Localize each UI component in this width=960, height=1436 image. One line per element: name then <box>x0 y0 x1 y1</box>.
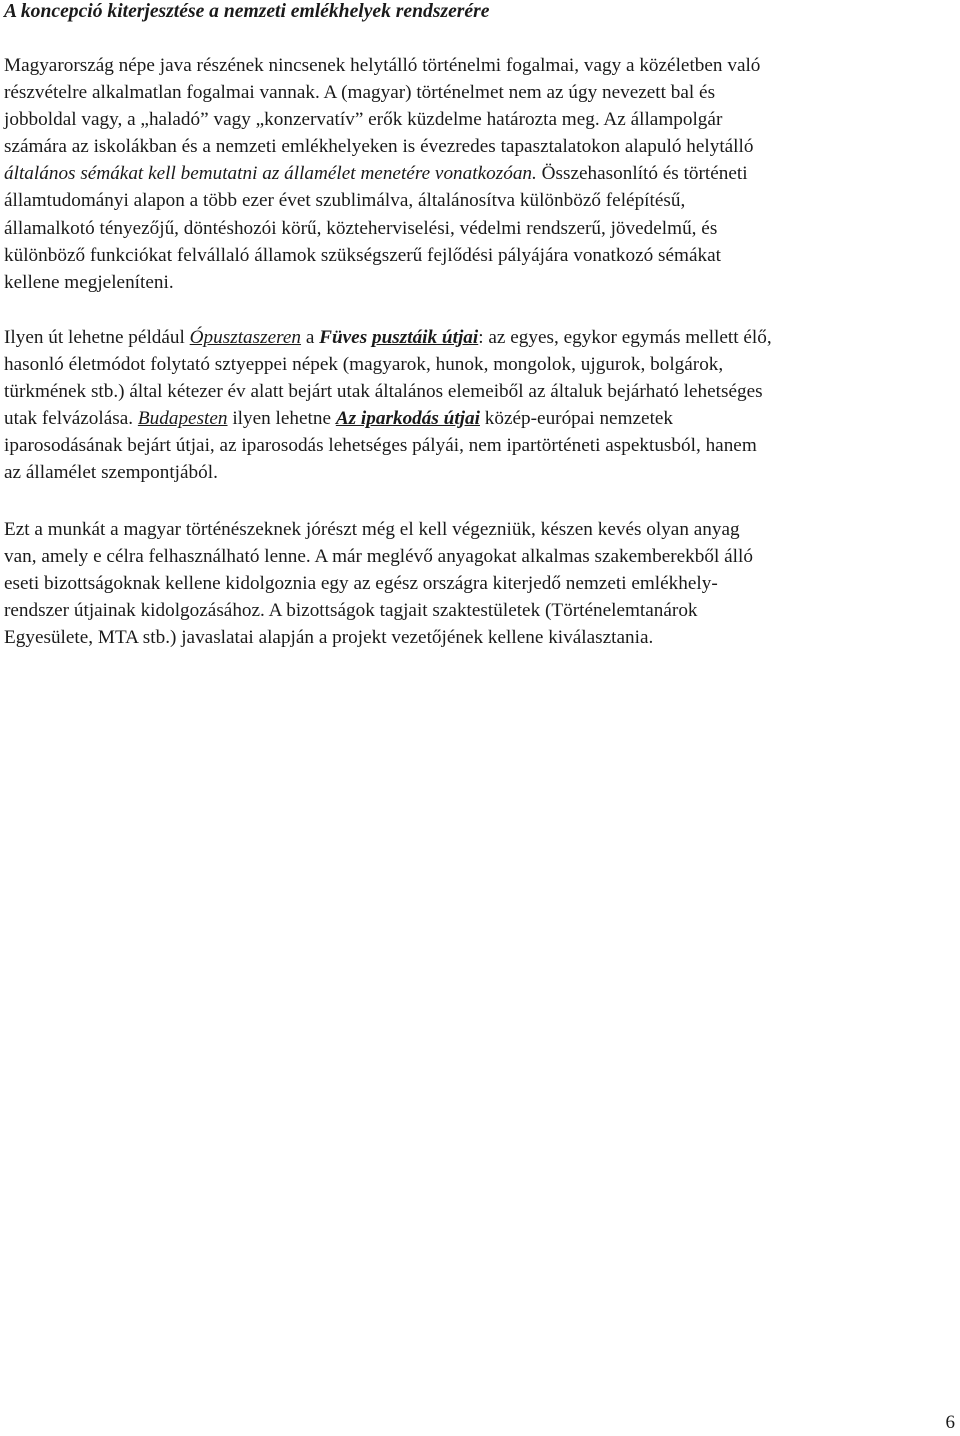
paragraph-2-line-2: hasonló életmódot folytató sztyeppei népek (magyarok, hunok, mongolok, ujgurok, bolgárok, <box>4 354 724 376</box>
document-page <box>4 0 952 649</box>
paragraph-1-line-8: különböző funkciókat felvállaló államok szükségszerű fejlődési pályájára vonatkozó sémákat <box>4 244 721 266</box>
route-title-part-2: pusztáik útjai <box>372 327 479 348</box>
paragraph-3-line-2: van, amely e célra felhasználható lenne. A már meglévő anyagokat alkalmas szakemberekből álló <box>4 546 753 568</box>
paragraph-1-line-6: államtudományi alapon a több ezer évet szublimálva, általánosítva különböző felépítésű, <box>4 190 686 212</box>
paragraph-1-line-9: kellene megjeleníteni. <box>4 271 174 293</box>
paragraph-2-line-3: türkmének stb.) által kétezer év alatt bejárt utak általános elemeiből az általuk bejárható lehetséges <box>4 381 763 403</box>
emphasized-sentence: általános sémákat kell bemutatni az államélet menetére vonatkozóan. <box>4 163 537 185</box>
place-name-opusztaszer: Ópusztaszeren <box>189 327 302 348</box>
section-heading: A koncepció kiterjesztése a nemzeti emlékhelyek rendszerére <box>4 1 490 22</box>
paragraph-2-line-4-start: utak felvázolása. <box>4 408 138 430</box>
paragraph-2 <box>4 324 954 487</box>
paragraph-1 <box>4 52 954 296</box>
paragraph-2-line-4-end: közép-európai nemzetek <box>479 408 674 430</box>
paragraph-1-line-5-rest: Összehasonlító és történeti <box>536 163 748 185</box>
paragraph-3-line-5: Egyesülete, MTA stb.) javaslatai alapján a projekt vezetőjének kellene kiválasztania. <box>4 627 654 649</box>
paragraph-3 <box>4 516 954 651</box>
paragraph-3-line-4: rendszer útjainak kidolgozásához. A bizottságok tagjait szaktestületek (Történelemtanárok <box>4 600 698 622</box>
place-name-budapest: Budapesten <box>137 408 228 430</box>
paragraph-2-line-4-mid: ilyen lehetne <box>227 408 336 430</box>
paragraph-2-line-4 <box>4 405 954 432</box>
route-title-industry: Az iparkodás útjai <box>335 408 480 430</box>
paragraph-3-line-1: Ezt a munkát a magyar történészeknek jórészt még el kell végezniük, készen kevés olyan anyag <box>4 519 740 540</box>
paragraph-1-line-3: jobboldal vagy, a „haladó” vagy „konzervatív” erők küzdelme határozta meg. Az állampolgár <box>4 109 723 131</box>
paragraph-1-line-4: számára az iskolákban és a nemzeti emlékhelyeken is évezredes tapasztalatokon alapuló helytálló <box>4 136 754 158</box>
route-title-part-1: Füves <box>319 327 372 348</box>
paragraph-1-line-2: részvételre alkalmatlan fogalmai vannak. A (magyar) történelmet nem az úgy nevezett bal és <box>4 82 716 104</box>
paragraph-1-line-1: Magyarország népe java részének nincsenek helytálló történelmi fogalmai, vagy a közéletben való <box>4 55 761 76</box>
paragraph-2-line-1 <box>4 324 954 351</box>
paragraph-1-line-5 <box>4 160 954 187</box>
paragraph-3-line-3: eseti bizottságoknak kellene kidolgoznia egy az egész országra kiterjedő nemzeti emlékhely- <box>4 573 718 595</box>
paragraph-2-line-5: iparosodásának bejárt útjai, az iparosodás lehetséges pályái, nem ipartörténeti aspektusból, hanem <box>4 435 757 457</box>
paragraph-2-line-6: az államélet szempontjából. <box>4 462 218 484</box>
paragraph-2-connector: a <box>301 327 320 348</box>
paragraph-1-line-7: államalkotó tényezőjű, döntéshozói körű, közteherviselési, védelmi rendszerű, jövedelmű, és <box>4 217 718 239</box>
paragraph-2-line-1-end: : az egyes, egykor egymás mellett élő, <box>478 327 772 348</box>
page-number: 6 <box>945 1412 955 1433</box>
paragraph-2-line-1-start: Ilyen út lehetne például <box>4 327 190 348</box>
